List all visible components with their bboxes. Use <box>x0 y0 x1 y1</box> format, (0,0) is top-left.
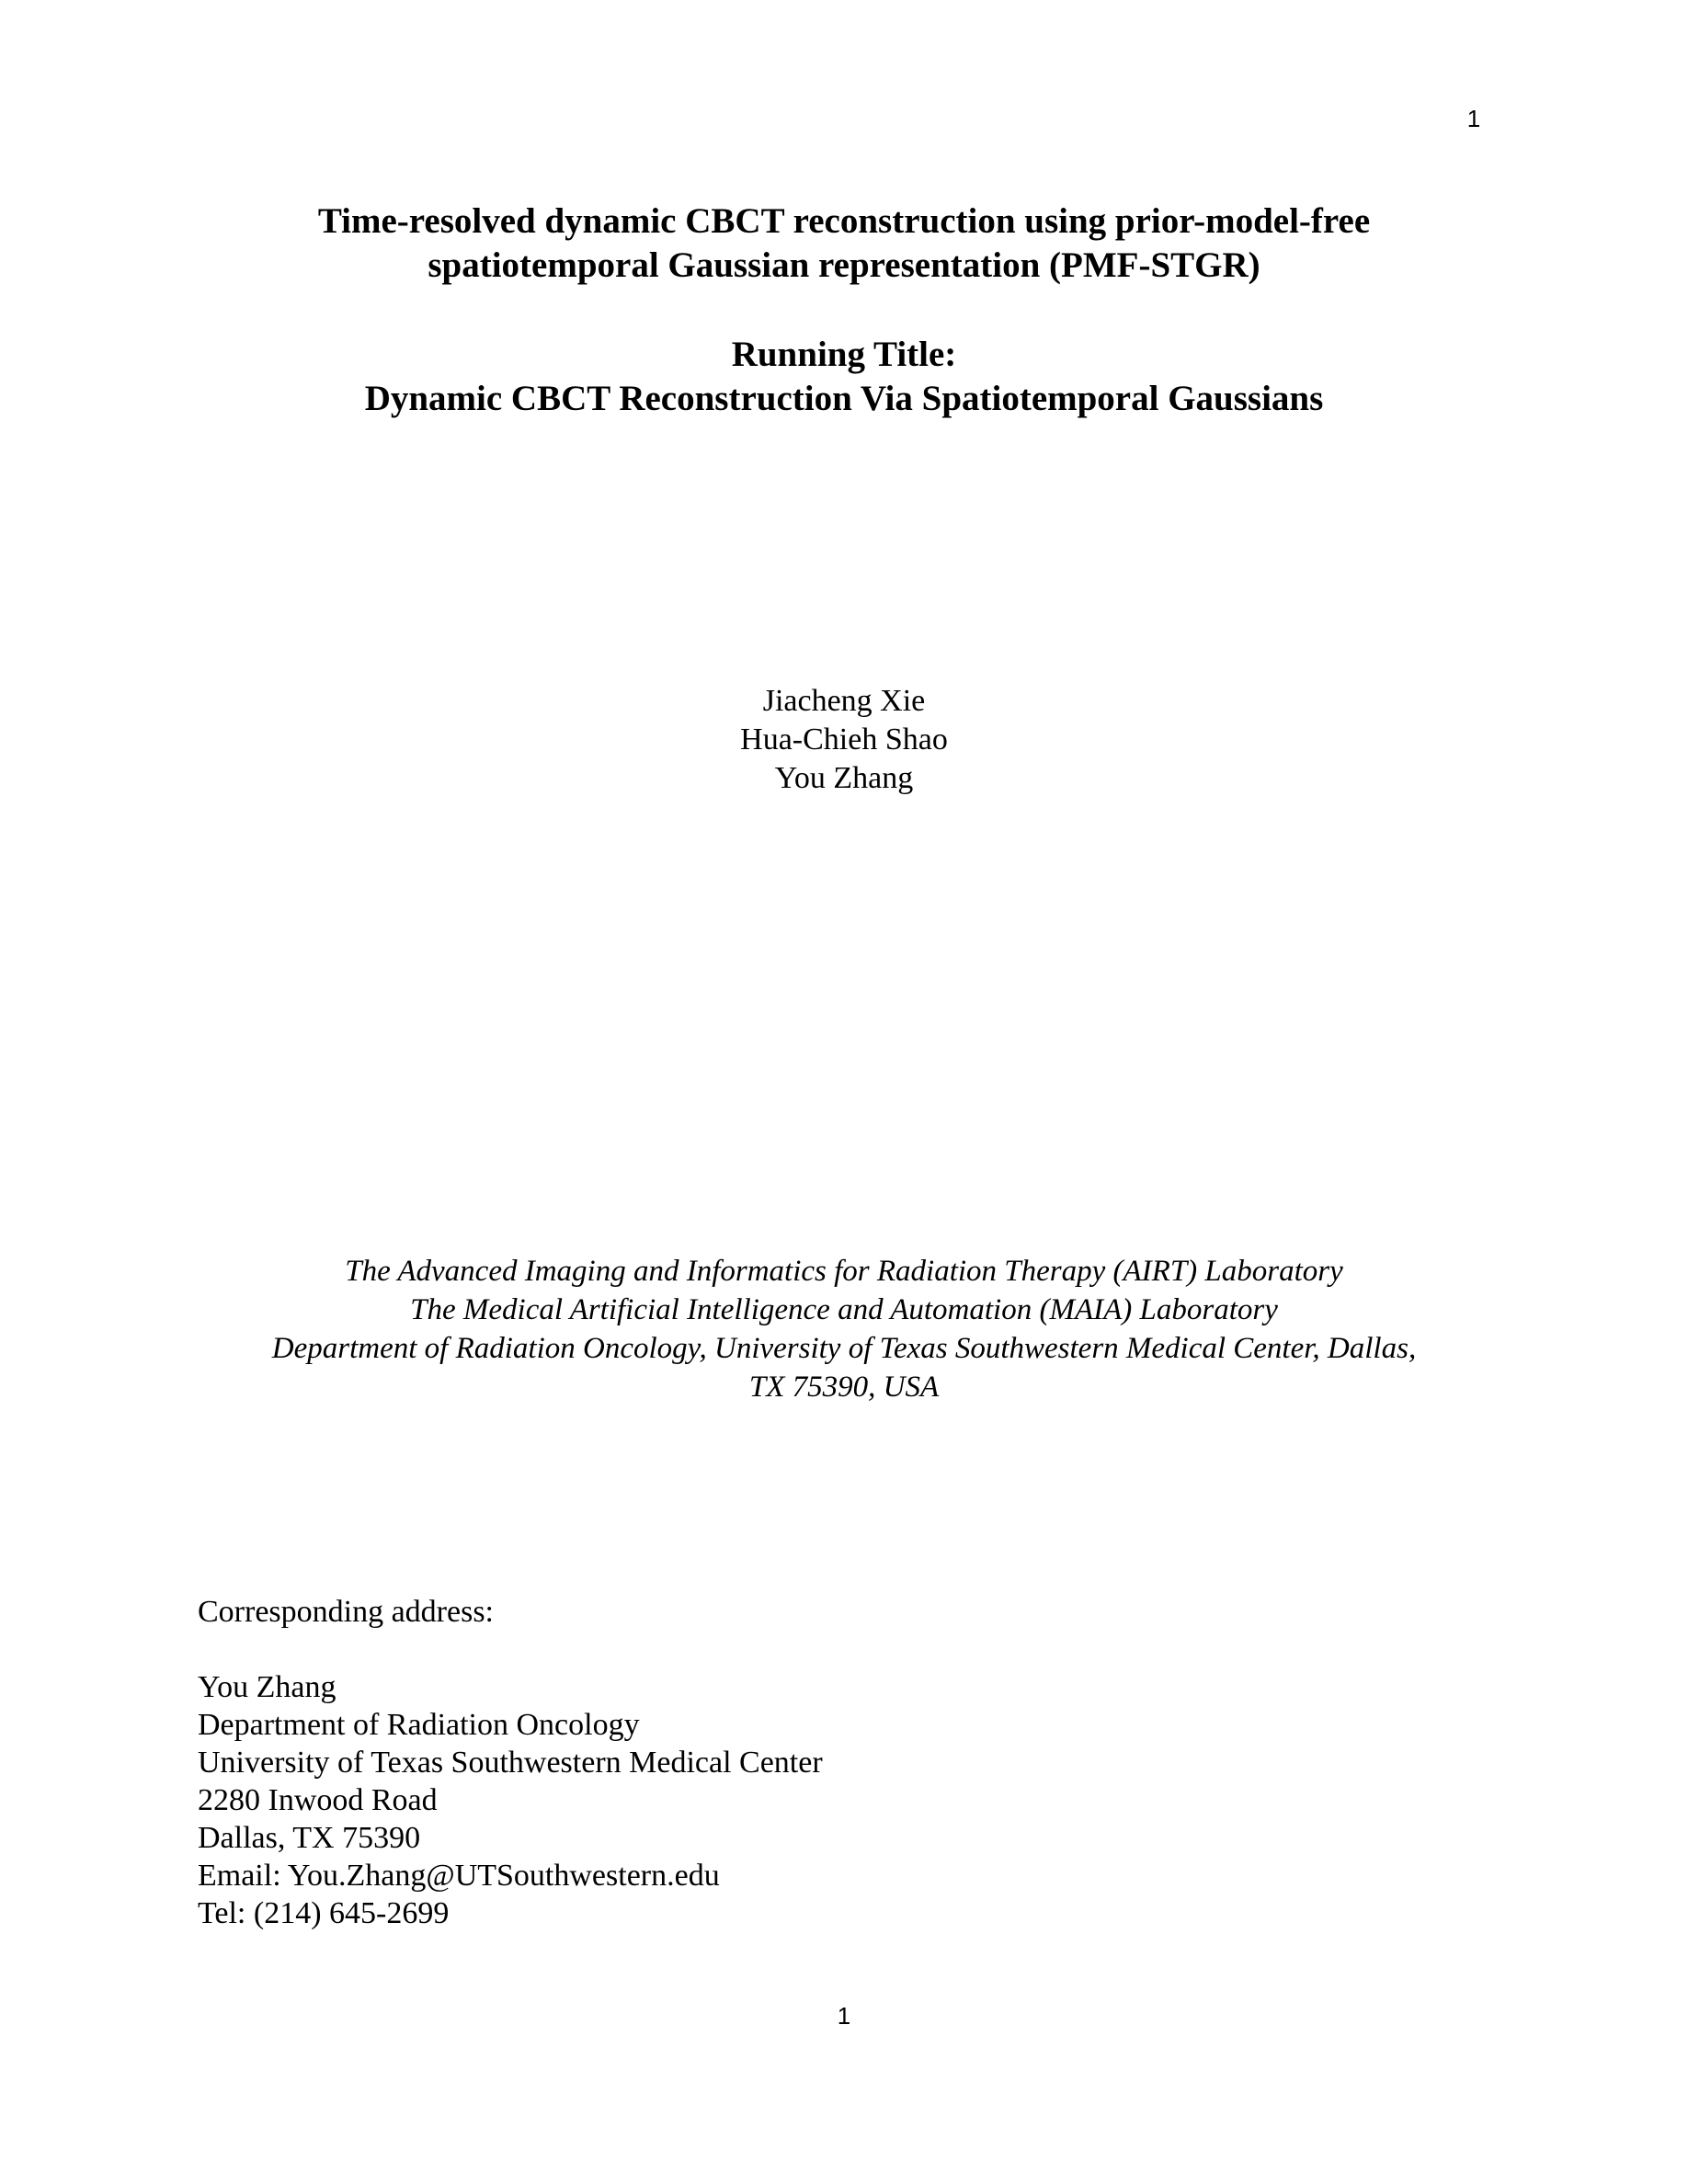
correspondence-email: Email: You.Zhang@UTSouthwestern.edu <box>198 1859 720 1893</box>
correspondence-city: Dallas, TX 75390 <box>198 1821 421 1855</box>
author-name: You Zhang <box>774 761 914 795</box>
affiliation-line: The Advanced Imaging and Informatics for Radiation Therapy (AIRT) Laboratory <box>345 1255 1343 1288</box>
author-list <box>0 682 1688 798</box>
affiliation-line: TX 75390, USA <box>748 1371 940 1404</box>
paper-title-line-2: spatiotemporal Gaussian representation (PMF-STGR) <box>428 245 1260 285</box>
correspondence-block <box>198 1593 823 1932</box>
correspondence-heading: Corresponding address: <box>198 1595 495 1629</box>
correspondence-spacer <box>198 1631 823 1668</box>
running-title <box>0 333 1688 421</box>
page-number-bottom: 1 <box>837 2002 851 2030</box>
correspondence-street: 2280 Inwood Road <box>198 1783 438 1817</box>
correspondence-department: Department of Radiation Oncology <box>198 1708 640 1742</box>
page-number-top: 1 <box>1466 105 1481 132</box>
running-title-label: Running Title: <box>731 335 957 374</box>
paper-title <box>0 199 1688 288</box>
correspondence-name: You Zhang <box>198 1670 336 1704</box>
running-title-text: Dynamic CBCT Reconstruction Via Spatiotemporal Gaussians <box>364 379 1324 418</box>
correspondence-institution: University of Texas Southwestern Medical Center <box>198 1746 823 1780</box>
affiliation-list <box>0 1252 1688 1406</box>
correspondence-phone: Tel: (214) 645-2699 <box>198 1896 450 1930</box>
author-name: Jiacheng Xie <box>762 684 926 718</box>
author-name: Hua-Chieh Shao <box>740 722 948 756</box>
affiliation-line: The Medical Artificial Intelligence and Automation (MAIA) Laboratory <box>410 1293 1278 1326</box>
affiliation-line: Department of Radiation Oncology, University of Texas Southwestern Medical Center, Dallas, <box>271 1332 1417 1365</box>
paper-title-line-1: Time-resolved dynamic CBCT reconstruction using prior-model-free <box>317 201 1371 241</box>
